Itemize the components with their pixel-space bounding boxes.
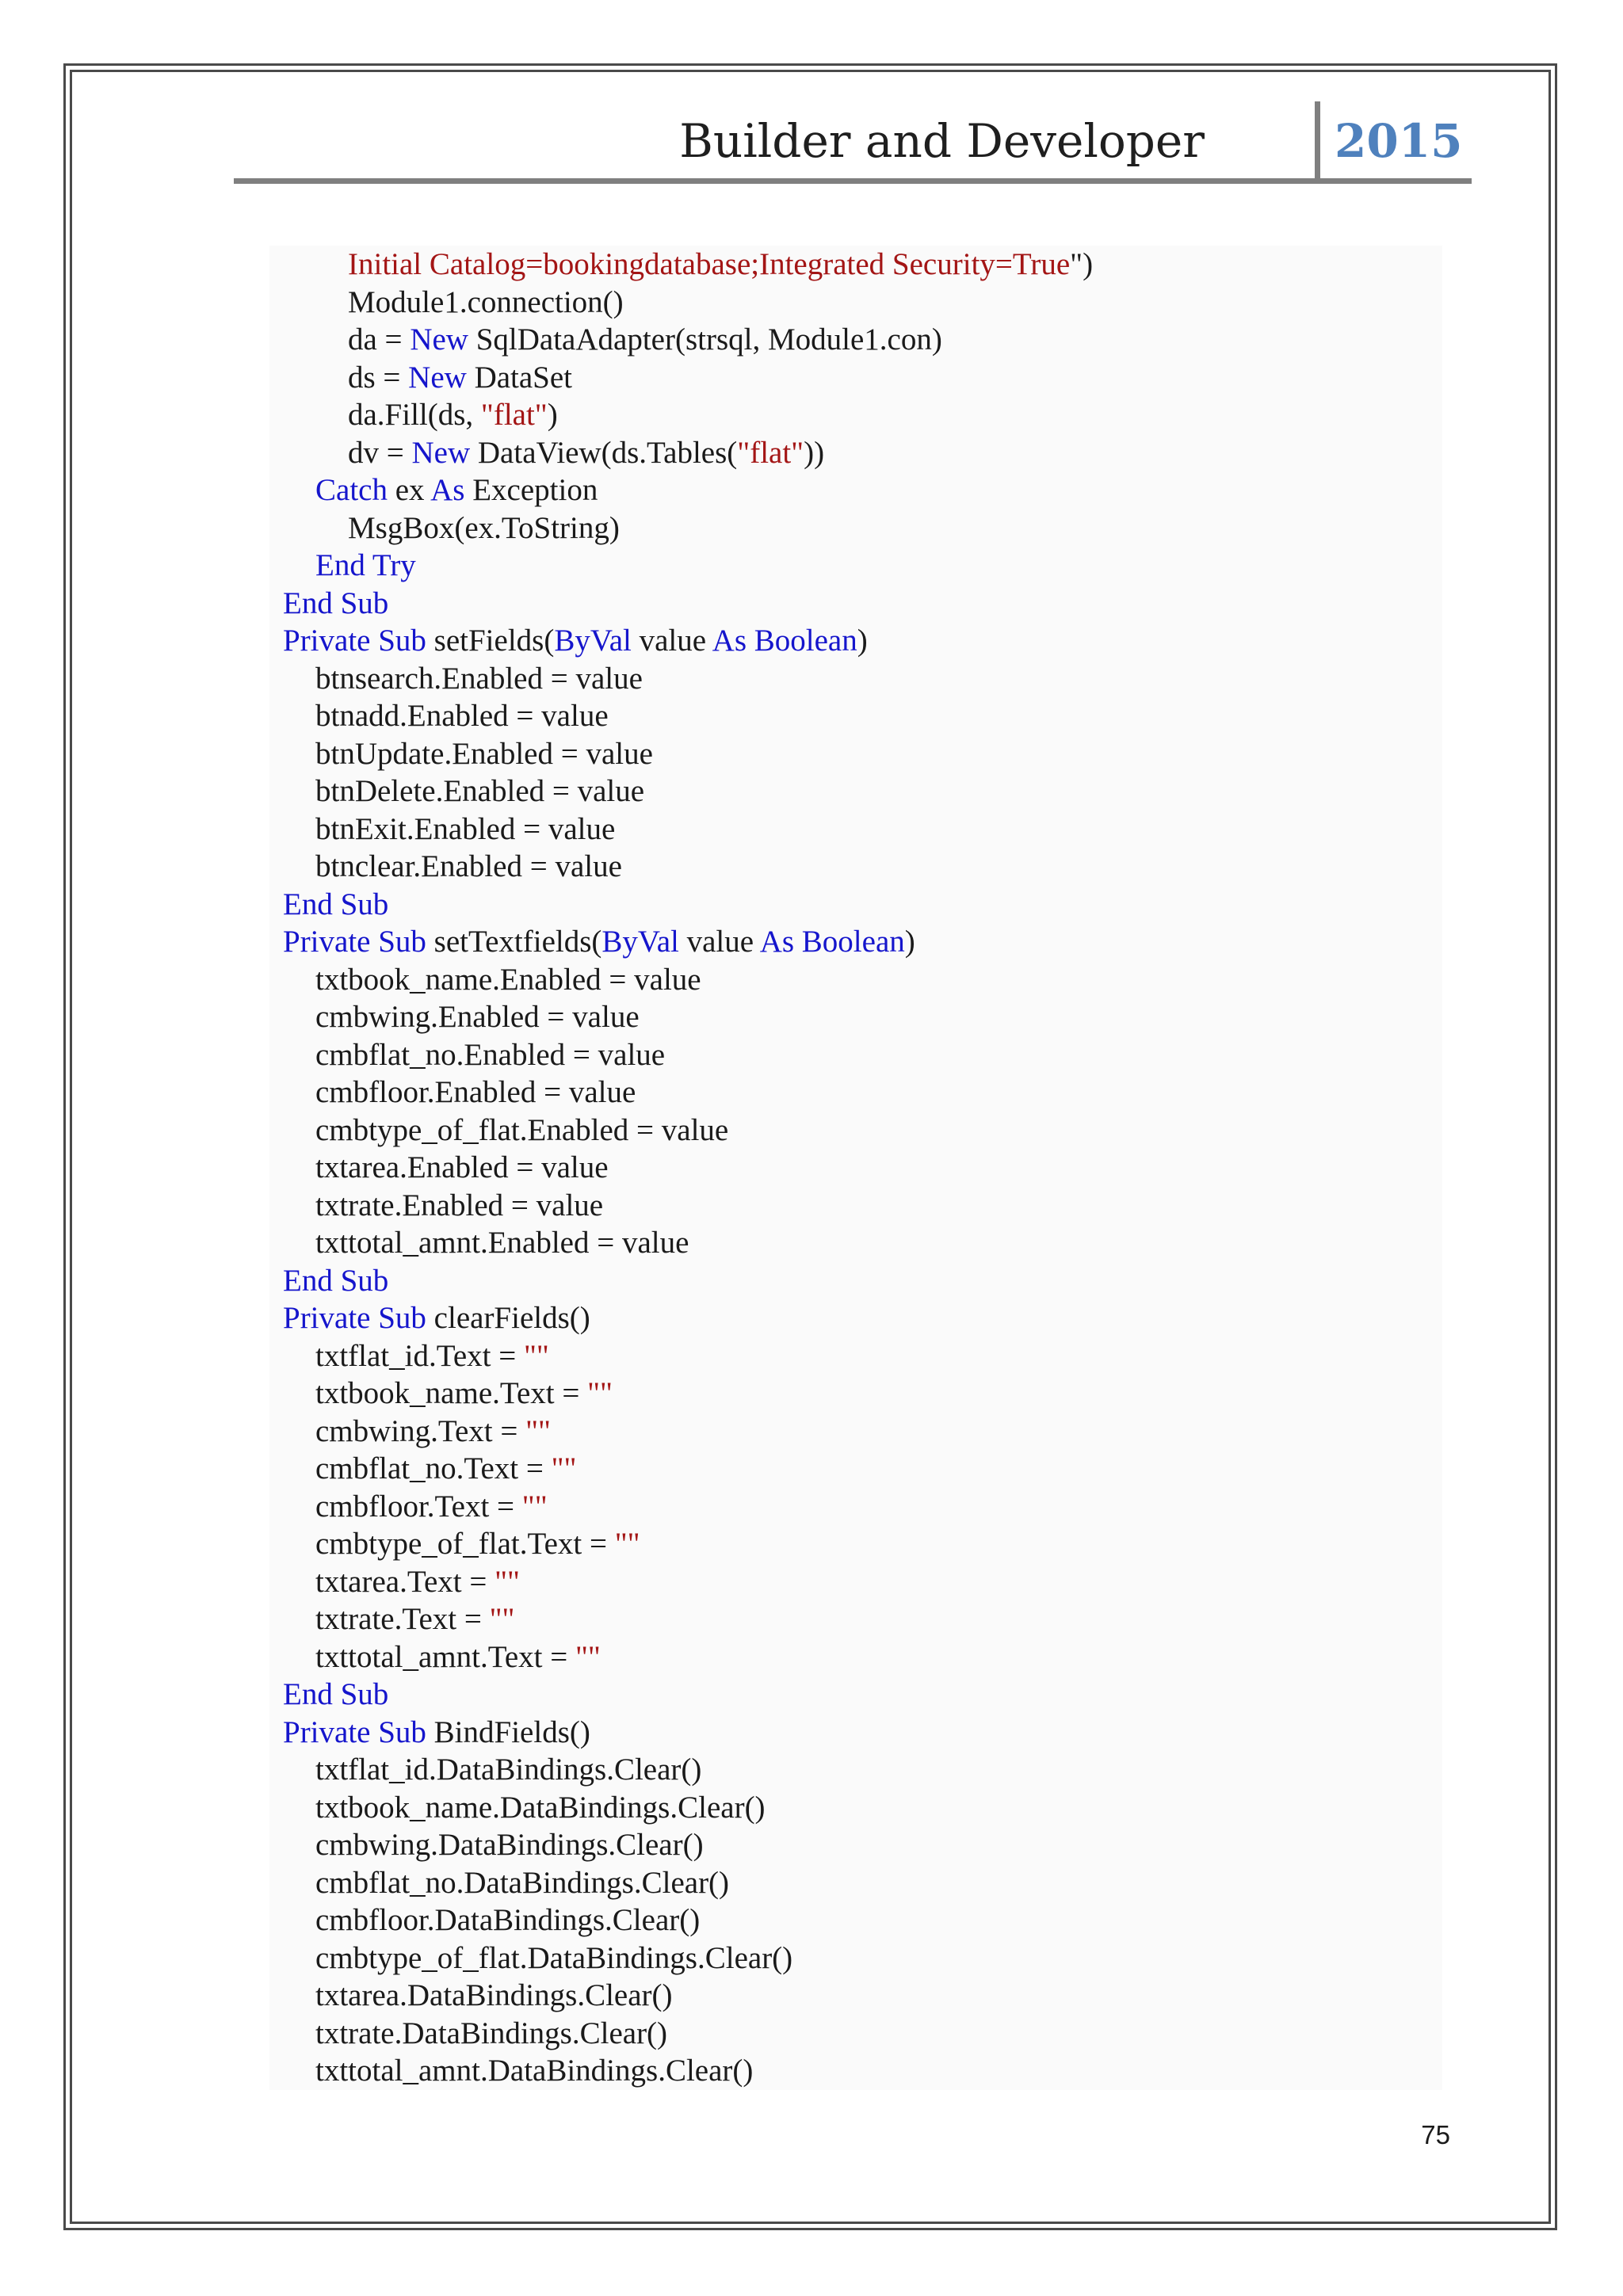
code-line — [269, 810, 1442, 849]
code-listing — [269, 246, 1442, 2090]
code-line — [269, 1112, 1442, 1150]
code-line — [269, 246, 1442, 284]
code-line — [269, 1563, 1442, 1601]
code-text: value — [678, 925, 760, 959]
code-line — [269, 1375, 1442, 1413]
code-keyword: As — [430, 473, 465, 507]
code-line — [269, 1826, 1442, 1864]
code-keyword: Private Sub — [283, 1301, 426, 1335]
code-keyword: End Sub — [283, 585, 389, 620]
code-keyword: New — [410, 322, 468, 357]
code-text: Module1.connection() — [348, 284, 624, 319]
code-text: ) — [857, 624, 868, 658]
code-text: DataSet — [466, 360, 573, 395]
code-text: txtbook_name.Enabled = value — [315, 962, 701, 997]
code-text: dv = — [348, 435, 412, 470]
code-line — [269, 585, 1442, 623]
code-keyword: Private Sub — [283, 624, 426, 658]
code-text: btnadd.Enabled = value — [315, 699, 609, 733]
code-text: btnExit.Enabled = value — [315, 811, 616, 846]
code-line — [269, 1525, 1442, 1563]
code-line — [269, 1262, 1442, 1300]
code-keyword: New — [411, 435, 471, 470]
code-line — [269, 886, 1442, 924]
code-text: cmbflat_no.Enabled = value — [315, 1037, 666, 1072]
code-line — [269, 1789, 1442, 1827]
page-number: 75 — [1421, 2120, 1450, 2149]
code-line — [269, 1751, 1442, 1789]
code-text: txttotal_amnt.Text = — [315, 1639, 575, 1674]
code-text: da.Fill(ds, — [348, 398, 481, 432]
code-text: btnDelete.Enabled = value — [315, 774, 645, 808]
code-line — [269, 321, 1442, 359]
code-text: setTextfields( — [426, 925, 602, 959]
code-string: "" — [575, 1639, 601, 1674]
code-keyword: End Try — [315, 548, 416, 582]
code-line — [269, 923, 1442, 961]
code-line — [269, 735, 1442, 773]
code-keyword: End Sub — [283, 1263, 389, 1298]
header-divider — [1315, 101, 1320, 181]
code-text: cmbwing.Enabled = value — [315, 1000, 640, 1034]
code-text: txtbook_name.Text = — [315, 1376, 588, 1410]
code-text: txtflat_id.DataBindings.Clear() — [315, 1753, 702, 1787]
code-keyword: End Sub — [283, 1677, 389, 1711]
code-line — [269, 2052, 1442, 2090]
code-text: txtflat_id.Text = — [315, 1338, 524, 1373]
document-title: Builder and Developer — [679, 114, 1205, 168]
code-line — [269, 1714, 1442, 1752]
code-text: txtbook_name.DataBindings.Clear() — [315, 1790, 766, 1825]
code-text: cmbwing.Text = — [315, 1413, 526, 1448]
code-text: MsgBox(ex.ToString) — [348, 510, 620, 545]
code-string: "" — [523, 1338, 549, 1373]
code-line — [269, 396, 1442, 434]
code-line — [269, 471, 1442, 509]
code-line — [269, 848, 1442, 886]
code-text: cmbfloor.Text = — [315, 1489, 522, 1524]
code-line — [269, 1864, 1442, 1902]
code-text: cmbtype_of_flat.Enabled = value — [315, 1112, 729, 1147]
code-line — [269, 2015, 1442, 2053]
code-line — [269, 660, 1442, 698]
code-line — [269, 1337, 1442, 1375]
code-text: da = — [348, 322, 411, 357]
code-keyword: Catch — [315, 473, 388, 507]
code-string: "" — [489, 1602, 515, 1636]
code-line — [269, 1600, 1442, 1638]
code-text: cmbflat_no.Text = — [315, 1451, 552, 1486]
code-line — [269, 1488, 1442, 1526]
code-line — [269, 1450, 1442, 1488]
code-line — [269, 697, 1442, 735]
code-text: btnsearch.Enabled = value — [315, 661, 643, 696]
code-text: cmbfloor.Enabled = value — [315, 1075, 636, 1109]
code-text: ) — [547, 398, 558, 432]
code-text: txtarea.DataBindings.Clear() — [315, 1978, 673, 2012]
code-text: setFields( — [426, 624, 555, 658]
code-text: txttotal_amnt.DataBindings.Clear() — [315, 2054, 754, 2088]
code-line — [269, 1187, 1442, 1225]
code-line — [269, 1036, 1442, 1074]
code-text: cmbfloor.DataBindings.Clear() — [315, 1903, 701, 1937]
code-line — [269, 998, 1442, 1036]
code-text: ") — [1070, 247, 1094, 281]
code-keyword: End Sub — [283, 887, 389, 921]
code-string: Initial Catalog=bookingdatabase;Integrated Security=True — [348, 247, 1071, 281]
code-line — [269, 1676, 1442, 1714]
code-line — [269, 1149, 1442, 1187]
code-line — [269, 1638, 1442, 1676]
code-keyword: ByVal — [601, 925, 679, 959]
code-line — [269, 359, 1442, 397]
code-line — [269, 1224, 1442, 1262]
code-line — [269, 622, 1442, 660]
code-keyword: Private Sub — [283, 1714, 426, 1749]
code-line — [269, 1977, 1442, 2015]
code-line — [269, 1413, 1442, 1451]
code-text: )) — [804, 435, 825, 470]
code-line — [269, 961, 1442, 999]
code-text: txtrate.Enabled = value — [315, 1188, 604, 1222]
code-line — [269, 1299, 1442, 1337]
code-line — [269, 509, 1442, 547]
code-string: "" — [587, 1376, 613, 1410]
code-text: cmbtype_of_flat.Text = — [315, 1527, 615, 1561]
code-text: ex — [387, 473, 431, 507]
code-text: btnclear.Enabled = value — [315, 849, 622, 883]
code-text: clearFields() — [426, 1301, 590, 1335]
code-text: cmbwing.DataBindings.Clear() — [315, 1828, 704, 1862]
code-string: "" — [521, 1489, 548, 1524]
code-text: txtrate.DataBindings.Clear() — [315, 2016, 668, 2050]
code-text: cmbflat_no.DataBindings.Clear() — [315, 1865, 730, 1900]
code-string: "flat" — [737, 435, 804, 470]
code-keyword: Private Sub — [283, 925, 426, 959]
code-line — [269, 434, 1442, 472]
code-line — [269, 772, 1442, 810]
header-rule — [234, 178, 1472, 184]
code-keyword: As Boolean — [759, 925, 905, 959]
code-text: txttotal_amnt.Enabled = value — [315, 1226, 689, 1260]
code-text: txtrate.Text = — [315, 1602, 490, 1636]
code-text: cmbtype_of_flat.DataBindings.Clear() — [315, 1940, 793, 1975]
code-line — [269, 284, 1442, 322]
code-text: ds = — [348, 360, 409, 395]
code-text: Exception — [464, 473, 598, 507]
code-line — [269, 1074, 1442, 1112]
code-text: BindFields() — [426, 1714, 590, 1749]
code-text: value — [631, 624, 712, 658]
code-text: DataView(ds.Tables( — [470, 435, 738, 470]
code-line — [269, 547, 1442, 585]
document-year: 2015 — [1335, 114, 1463, 168]
code-keyword: New — [408, 360, 467, 395]
code-text: btnUpdate.Enabled = value — [315, 736, 653, 771]
code-text: SqlDataAdapter(strsql, Module1.con) — [468, 322, 942, 357]
code-line — [269, 1939, 1442, 1978]
code-string: "" — [551, 1451, 577, 1486]
code-string: "" — [495, 1564, 520, 1599]
code-string: "" — [614, 1527, 640, 1561]
code-string: "flat" — [480, 398, 548, 432]
code-text: ) — [904, 925, 915, 959]
page-header — [234, 98, 1472, 185]
code-text: txtarea.Text = — [315, 1564, 495, 1599]
code-string: "" — [525, 1413, 551, 1448]
code-line — [269, 1901, 1442, 1939]
code-text: txtarea.Enabled = value — [315, 1150, 609, 1184]
code-keyword: As Boolean — [712, 624, 857, 658]
code-keyword: ByVal — [554, 624, 632, 658]
